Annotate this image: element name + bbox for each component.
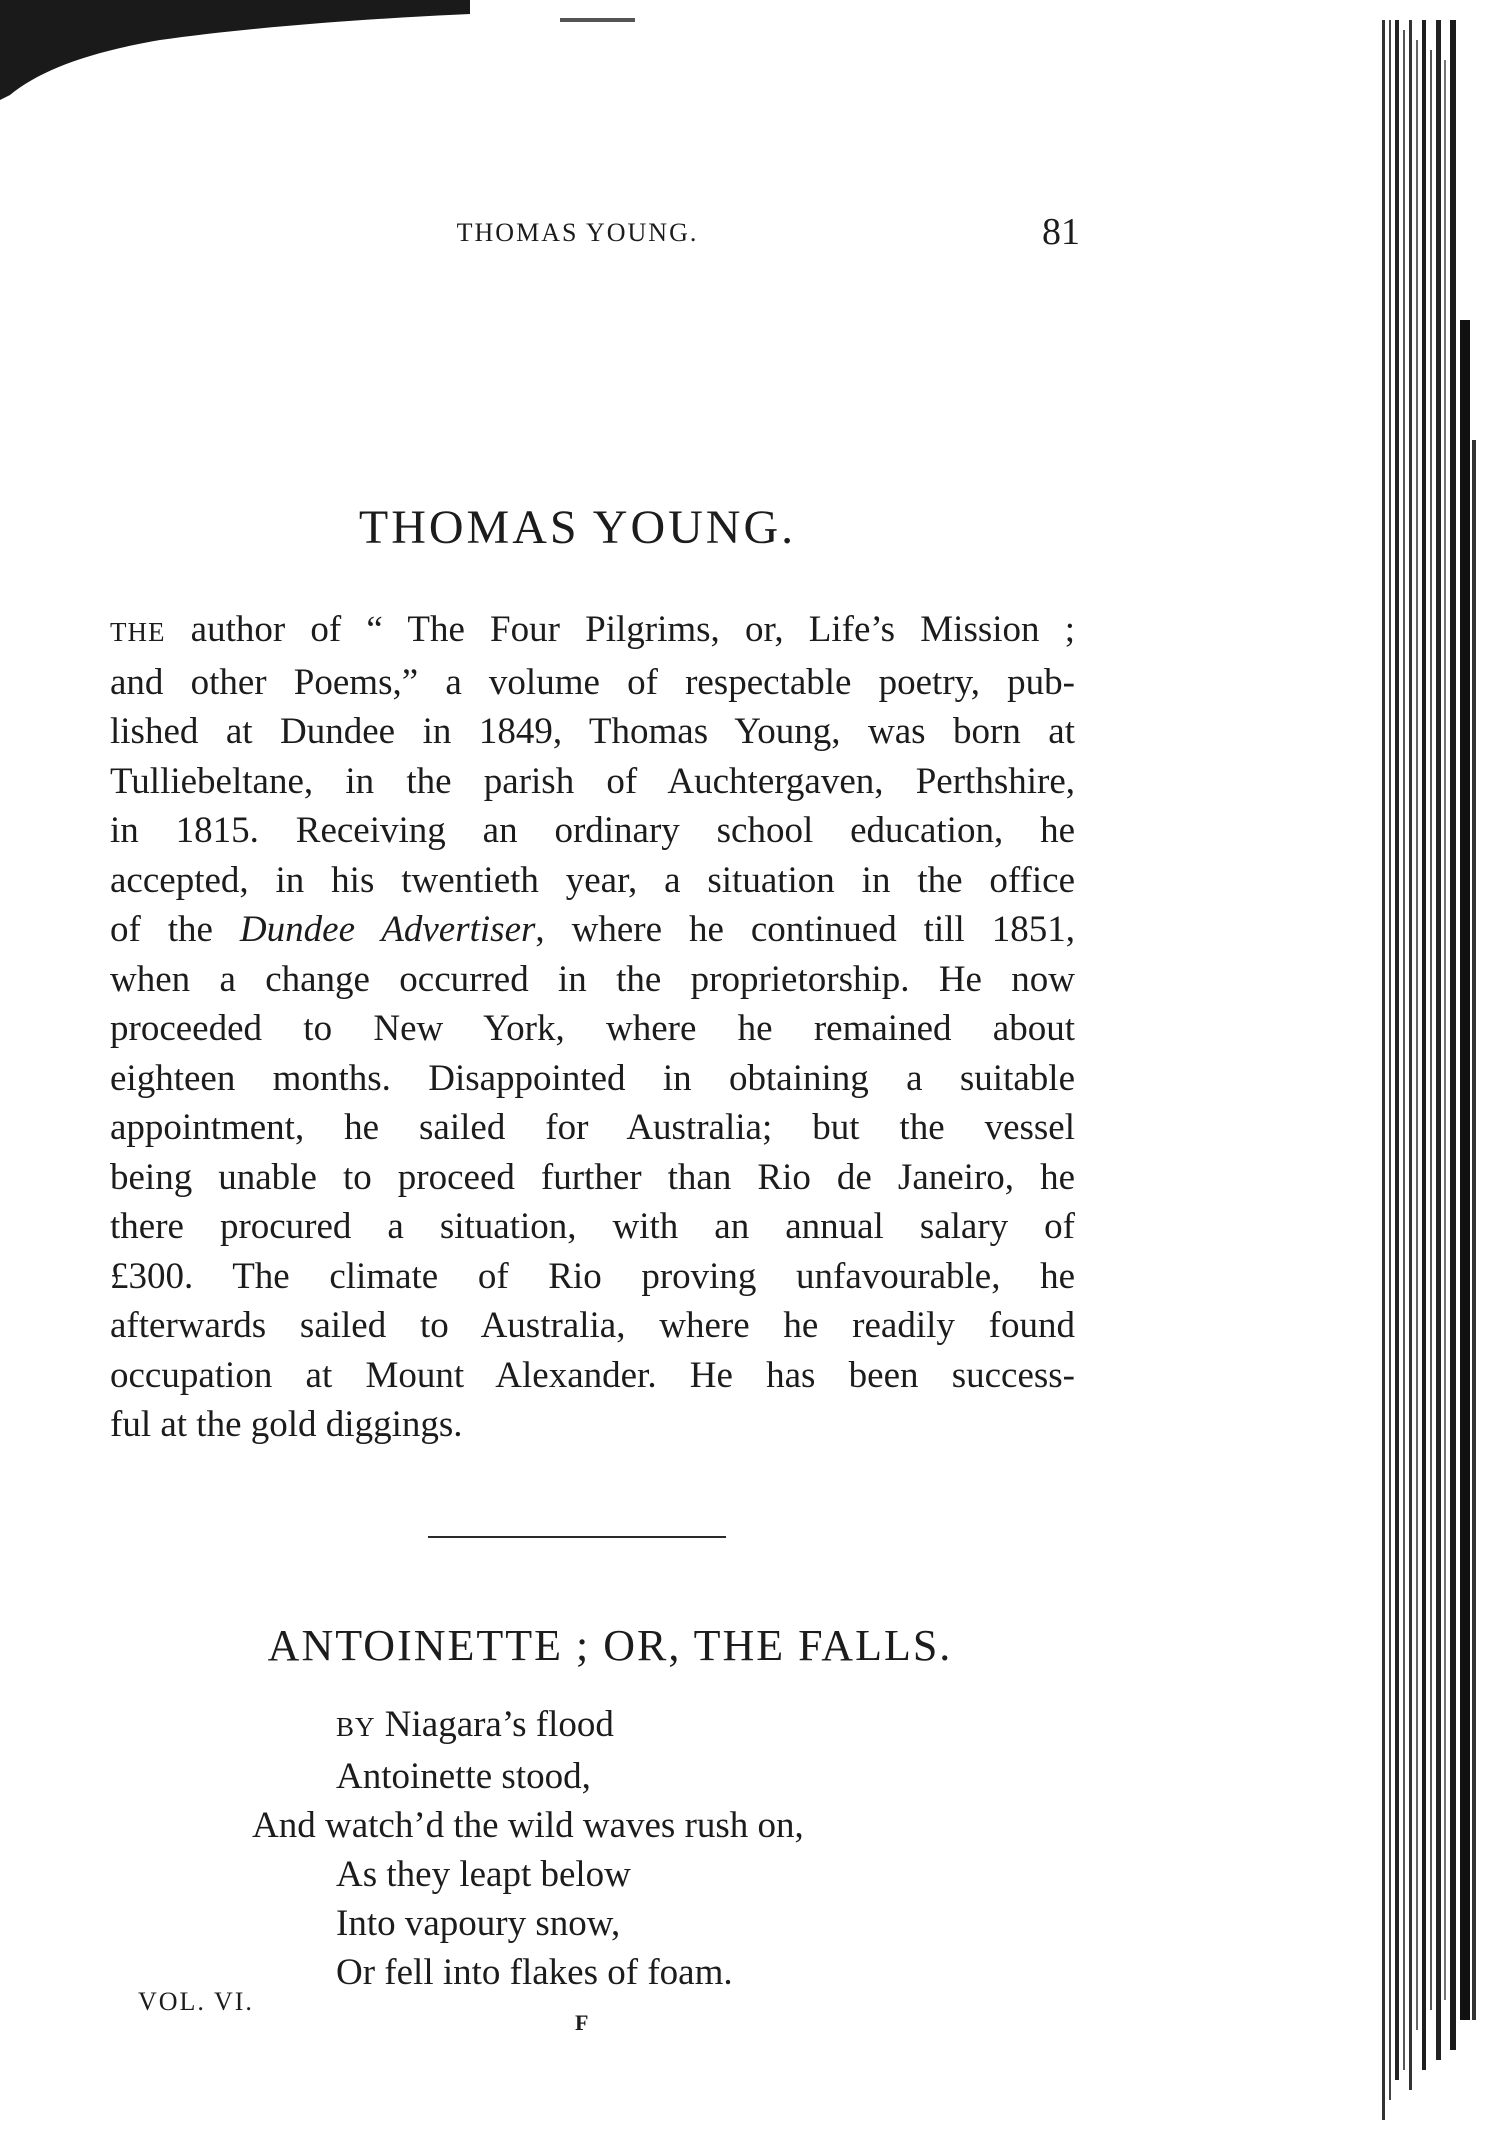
paragraph-line: afterwards sailed to Australia, where he readily found — [110, 1305, 1075, 1346]
paragraph-line: occupation at Mount Alexander. He has been success- — [110, 1354, 1075, 1396]
paragraph-line: appointment, he sailed for Australia; but the vessel — [110, 1107, 1075, 1148]
paragraph-line: eighteen months. Disappointed in obtaining a suitable — [110, 1057, 1075, 1099]
paragraph-line: when a change occurred in the proprietorship. He now — [110, 958, 1075, 1000]
page-number: 81 — [1042, 211, 1080, 253]
paragraph-line: in 1815. Receiving an ordinary school education, he — [110, 810, 1075, 851]
biography-paragraph — [110, 605, 1075, 1450]
section-divider — [428, 1536, 726, 1538]
poem-stanza — [252, 1700, 1052, 1997]
paragraph-line: and other Poems,” a volume of respectable poetry, pub- — [110, 661, 1075, 703]
drop-small-caps: BY — [336, 1712, 376, 1742]
paragraph-line: Tulliebeltane, in the parish of Auchtergaven, Perthshire, — [110, 760, 1075, 802]
paragraph-line: being unable to proceed further than Rio de Janeiro, he — [110, 1156, 1075, 1198]
scan-binding-edge — [1380, 20, 1486, 2134]
paragraph-line: proceeded to New York, where he remained about — [110, 1008, 1075, 1049]
paragraph-line: of the Dundee Advertiser, where he continued till 1851, — [110, 909, 1075, 950]
paragraph-line: ful at the gold diggings. — [110, 1404, 463, 1445]
volume-signature: VOL. VI. — [138, 1987, 254, 2016]
poem-line: As they leapt below — [336, 1854, 631, 1895]
poem-line: Into vapoury snow, — [336, 1903, 621, 1944]
running-head — [110, 208, 1080, 258]
poem-line: Antoinette stood, — [336, 1756, 591, 1797]
paragraph-line: lished at Dundee in 1849, Thomas Young, was born at — [110, 711, 1075, 752]
drop-small-caps: THE — [110, 617, 166, 647]
poem-line: And watch’d the wild waves rush on, — [252, 1805, 804, 1846]
newspaper-title: Dundee Advertiser — [239, 909, 536, 950]
paragraph-line: accepted, in his twentieth year, a situation in the office — [110, 859, 1075, 901]
article-heading: THOMAS YOUNG. — [358, 501, 797, 554]
poem-line: BY Niagara’s flood — [336, 1704, 614, 1745]
poem-line: Or fell into flakes of foam. — [336, 1952, 733, 1993]
paragraph-line: there procured a situation, with an annual salary of — [110, 1206, 1075, 1247]
running-head-title: THOMAS YOUNG. — [456, 218, 699, 247]
scan-corner-shadow — [0, 0, 640, 110]
paragraph-line: THE author of “ The Four Pilgrims, or, Life’s Mission ; — [110, 609, 1075, 650]
gathering-signature: F — [575, 2010, 589, 2035]
paragraph-line: £300. The climate of Rio proving unfavourable, he — [110, 1255, 1075, 1297]
poem-title: ANTOINETTE ; OR, THE FALLS. — [267, 1621, 953, 1670]
